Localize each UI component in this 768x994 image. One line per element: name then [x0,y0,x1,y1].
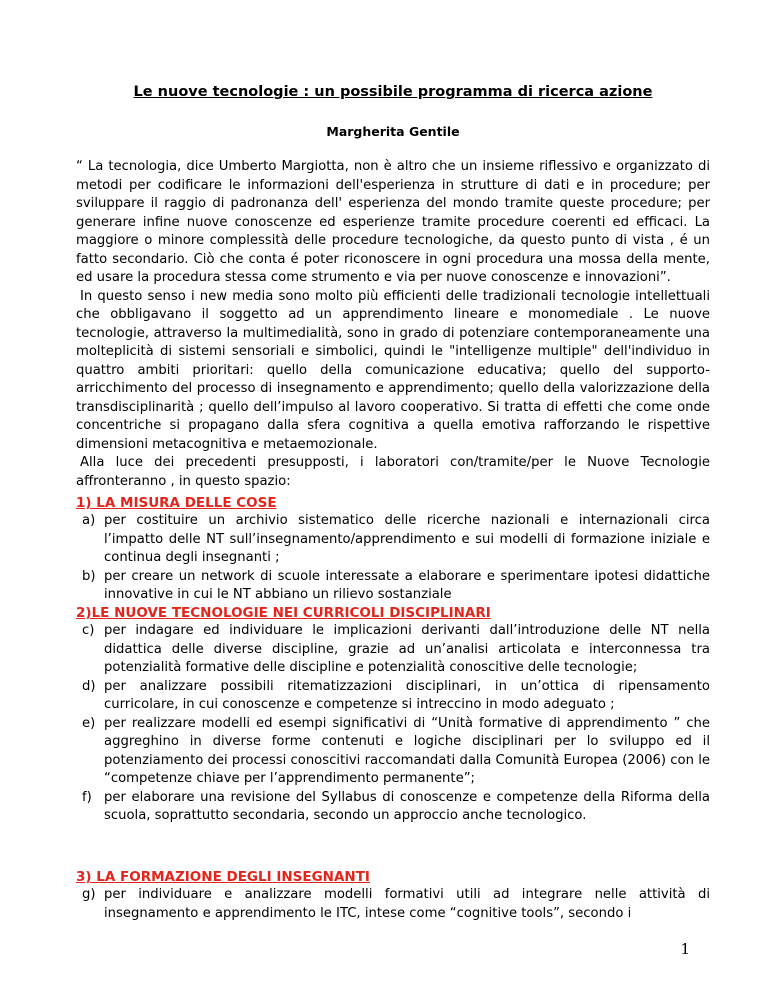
item-list [76,622,710,826]
document-page [76,0,710,994]
item-text: per creare un network di scuole interessate a elaborare e sperimentare ipotesi didattiche innovative in cui le NT abbiano un rilievo sostanziale [104,568,710,602]
intro-paragraph: Alla luce dei precedenti presupposti, i laboratori con/tramite/per le Nuove Tecnologie affronteranno , in questo spazio: [76,455,710,489]
list-item [76,678,710,715]
item-text: per indagare ed individuare le implicazioni derivanti dall’introduzione delle NT nella didattica delle diverse discipline, grazie ad un’analisi articolata e interconnessa tra potenzialità formative delle discipline e potenzialità conoscitive delle tecnologie; [104,623,710,675]
item-marker: d) [82,678,96,694]
intro-paragraph: “ La tecnologia, dice Umberto Margiotta, non è altro che un insieme riflessivo e organizzato di metodi per codificare le informazioni dell'esperienza in strutture di dati e in procedure; per sviluppare il raggio di padronanza dell' esperienza del mondo tramite queste procedure; per generare infine nuove conoscenze ed esperienze tramite procedure coerenti ed efficaci. La maggiore o minore complessità delle procedure tecnologiche, da questo punto di vista , é un fatto secondario. Ciò che conta é poter riconoscere in ogni procedura una mossa della mente, ed usare la procedura stessa come strumento e via per nuove conoscenze e innovazioni”. [76,159,710,285]
list-item [76,568,710,605]
item-list [76,512,710,605]
section-heading: 2)LE NUOVE TECNOLOGIE NEI CURRICOLI DISCIPLINARI [76,605,491,621]
list-item [76,512,710,568]
author-name: Margherita Gentile [326,124,460,139]
section-formazione-insegnanti [76,868,710,923]
item-text: per analizzare possibili ritematizzazioni disciplinari, in un’ottica di ripensamento curricolare, in cui conoscenze e competenze si intreccino in modo adeguato ; [104,678,710,712]
item-text: per elaborare una revisione del Syllabus di conoscenze e competenze della Riforma della scuola, soprattutto secondaria, secondo un approccio anche tecnologico. [104,789,710,823]
document-title: Le nuove tecnologie : un possibile programma di ricerca azione [133,84,653,100]
item-text: per individuare e analizzare modelli formativi utili ad integrare nelle attività di insegnamento e apprendimento le ITC, intese come “cognitive tools”, secondo i [104,887,710,921]
item-text: per costituire un archivio sistematico delle ricerche nazionali e internazionali circa l’impatto delle NT sull’insegnamento/apprendimento e sui modelli di formazione iniziale e continua degli insegnanti ; [104,513,710,565]
item-marker: f) [82,789,92,805]
item-text: per realizzare modelli ed esempi significativi di “Unità formative di apprendimento ” che aggreghino in diverse forme contenuti e logiche disciplinari per lo sviluppo ed il potenziamento dei processi conoscitivi raccomandati dalla Comunità Europea (2006) con le “competenze chiave per l’apprendimento permanente”; [104,715,710,786]
list-item [76,715,710,789]
item-marker: e) [82,715,96,731]
list-item [76,789,710,826]
section-nuove-tecnologie-curricoli [76,604,710,826]
section-heading: 1) LA MISURA DELLE COSE [76,495,277,511]
intro-text [76,158,710,491]
item-marker: g) [82,887,96,902]
section-heading: 3) LA FORMAZIONE DEGLI INSEGNANTI [76,869,370,885]
list-item [76,886,710,923]
intro-paragraph: In questo senso i new media sono molto più efficienti delle tradizionali tecnologie intellettuali che obbligavano il soggetto ad un apprendimento lineare e monomediale . Le nuove tecnologie, attraverso la multimedialità, sono in grado di potenziare contemporaneamente una molteplicità di sistemi sensoriali e simbolici, quindi le "intelligenze multiple" dell'individuo in quattro ambiti prioritari: quello della comunicazione educativa; quello del supporto-arricchimento del processo di insegnamento e apprendimento; quello della valorizzazione della transdisciplinarità ; quello dell’impulso al lavoro cooperativo. Si tratta di effetti che come onde concentriche si propagano dalla sfera cognitiva a quella emotiva rafforzando le rispettive dimensioni metacognitiva e metaemozionale. [76,288,710,452]
item-marker: c) [82,623,95,638]
page-number: 1 [680,940,690,958]
item-list [76,886,710,923]
item-marker: b) [82,568,96,584]
item-marker: a) [82,513,96,528]
list-item [76,622,710,678]
section-misura-delle-cose [76,494,710,605]
